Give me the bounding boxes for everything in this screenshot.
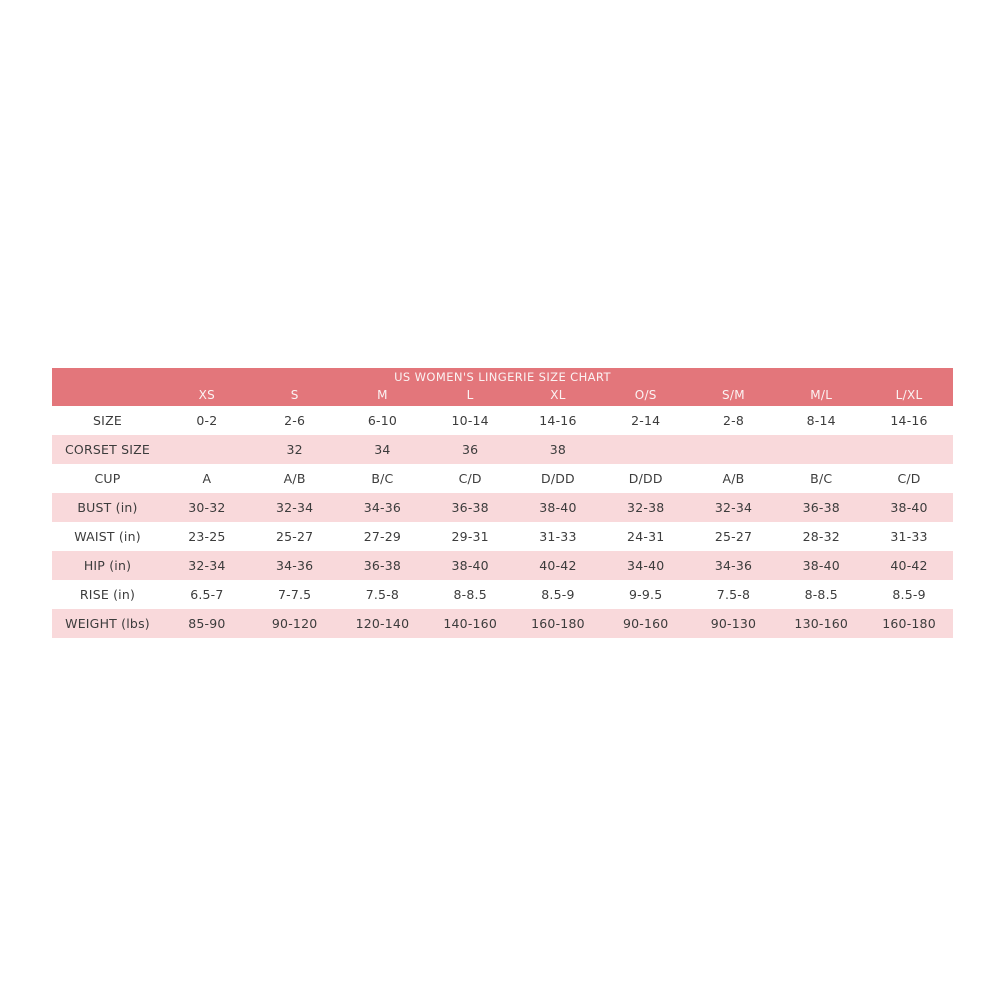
table-cell-rise-in-xl: 8.5-9 [541, 587, 575, 602]
table-cell-hip-in-xl: 40-42 [539, 558, 577, 573]
table-cell-bust-in-s: 32-34 [275, 500, 314, 515]
table-cell-bust-in-s-m: 32-34 [714, 500, 753, 515]
table-cell-waist-in-o-s: 24-31 [627, 529, 665, 544]
table-cell-bust-in-l-xl: 38-40 [890, 500, 928, 515]
table-cell-corset-size-xl: 38 [549, 442, 567, 457]
table-cell-cup-xl: D/DD [541, 471, 575, 486]
table-cell-waist-in-l-xl: 31-33 [890, 529, 928, 544]
table-cell-waist-in-m-l: 28-32 [802, 529, 840, 544]
table-cell-waist-in-s: 25-27 [275, 529, 314, 544]
table-cell-corset-size-m: 34 [374, 442, 391, 457]
column-header-s: S [251, 386, 339, 406]
row-label: SIZE [93, 413, 122, 428]
table-cell-cup-xs: A [202, 471, 212, 486]
table-cell-waist-in-xs: 23-25 [188, 529, 226, 544]
table-row-cup [52, 464, 953, 493]
table-cell-size-xl: 14-16 [539, 413, 577, 428]
row-label: BUST (in) [77, 500, 138, 515]
table-title-row [52, 368, 953, 386]
table-cell-cup-s: A/B [283, 471, 306, 486]
table-cell-hip-in-o-s: 34-40 [627, 558, 665, 573]
table-cell-rise-in-s-m: 7.5-8 [716, 587, 751, 602]
table-cell-hip-in-m-l: 38-40 [802, 558, 840, 573]
table-body [52, 406, 953, 638]
table-cell-bust-in-m-l: 36-38 [802, 500, 840, 515]
table-cell-weight-lbs-s: 90-120 [271, 616, 318, 631]
table-row-bust-in [52, 493, 953, 522]
row-label: CUP [94, 471, 121, 486]
table-cell-rise-in-s: 7-7.5 [277, 587, 312, 602]
table-row-waist-in [52, 522, 953, 551]
table-row-weight-lbs [52, 609, 953, 638]
table-cell-size-xs: 0-2 [196, 413, 218, 428]
column-header-m-l: M/L [777, 386, 865, 406]
table-cell-rise-in-l-xl: 8.5-9 [892, 587, 926, 602]
table-cell-corset-size-l: 36 [462, 442, 479, 457]
table-cell-corset-size-s-m [690, 435, 778, 464]
table-cell-waist-in-xl: 31-33 [539, 529, 577, 544]
table-title: US WOMEN'S LINGERIE SIZE CHART [52, 368, 953, 386]
table-cell-corset-size-o-s [602, 435, 690, 464]
table-cell-cup-l-xl: C/D [897, 471, 921, 486]
column-header-m: M [339, 386, 427, 406]
table-cell-corset-size-m-l [777, 435, 865, 464]
column-header-row [52, 386, 953, 406]
table-cell-rise-in-l: 8-8.5 [453, 587, 487, 602]
table-cell-bust-in-l: 36-38 [451, 500, 489, 515]
table-cell-weight-lbs-xl: 160-180 [531, 616, 585, 631]
table-cell-hip-in-s: 34-36 [275, 558, 314, 573]
table-cell-hip-in-l-xl: 40-42 [890, 558, 928, 573]
table-row-size [52, 406, 953, 435]
table-cell-weight-lbs-m: 120-140 [355, 616, 410, 631]
table-cell-bust-in-xl: 38-40 [539, 500, 577, 515]
table-cell-bust-in-m: 34-36 [363, 500, 402, 515]
column-header-xs: XS [163, 386, 251, 406]
table-cell-bust-in-o-s: 32-38 [627, 500, 665, 515]
table-cell-rise-in-xs: 6.5-7 [190, 587, 224, 602]
table-cell-size-s-m: 2-8 [722, 413, 744, 428]
table-row-hip-in [52, 551, 953, 580]
table-cell-size-l: 10-14 [451, 413, 489, 428]
table-row-rise-in [52, 580, 953, 609]
row-label-column-header [52, 386, 163, 406]
table-cell-weight-lbs-xs: 85-90 [188, 616, 226, 631]
table-cell-rise-in-m-l: 8-8.5 [804, 587, 838, 602]
row-label: CORSET SIZE [65, 442, 150, 457]
table-cell-cup-m: B/C [371, 471, 394, 486]
table-cell-weight-lbs-m-l: 130-160 [794, 616, 849, 631]
table-cell-size-o-s: 2-14 [631, 413, 661, 428]
table-cell-waist-in-m: 27-29 [363, 529, 402, 544]
column-header-s-m: S/M [690, 386, 778, 406]
table-cell-hip-in-s-m: 34-36 [714, 558, 753, 573]
table-cell-size-l-xl: 14-16 [890, 413, 928, 428]
row-label: RISE (in) [79, 587, 136, 602]
table-cell-hip-in-xs: 32-34 [188, 558, 226, 573]
table-cell-corset-size-l-xl [865, 435, 953, 464]
table-cell-cup-o-s: D/DD [628, 471, 663, 486]
table-cell-waist-in-s-m: 25-27 [714, 529, 753, 544]
table-cell-waist-in-l: 29-31 [451, 529, 489, 544]
table-cell-corset-size-s: 32 [286, 442, 303, 457]
table-cell-size-m: 6-10 [367, 413, 397, 428]
table-cell-cup-s-m: A/B [722, 471, 745, 486]
row-label: WAIST (in) [74, 529, 141, 544]
table-cell-cup-l: C/D [458, 471, 482, 486]
table-cell-bust-in-xs: 30-32 [188, 500, 226, 515]
table-cell-size-m-l: 8-14 [806, 413, 836, 428]
row-label: HIP (in) [83, 558, 132, 573]
column-header-l: L [426, 386, 514, 406]
column-header-l-xl: L/XL [865, 386, 953, 406]
table-cell-hip-in-m: 36-38 [363, 558, 402, 573]
table-cell-weight-lbs-l: 140-160 [443, 616, 497, 631]
table-cell-rise-in-m: 7.5-8 [365, 587, 400, 602]
column-header-xl: XL [514, 386, 602, 406]
table-cell-weight-lbs-l-xl: 160-180 [882, 616, 936, 631]
size-chart-table [52, 368, 953, 638]
table-cell-weight-lbs-s-m: 90-130 [710, 616, 757, 631]
table-cell-weight-lbs-o-s: 90-160 [622, 616, 669, 631]
table-row-corset-size [52, 435, 953, 464]
row-label: WEIGHT (lbs) [65, 616, 150, 631]
table-cell-size-s: 2-6 [284, 413, 306, 428]
table-cell-corset-size-xs [163, 435, 251, 464]
column-header-o-s: O/S [602, 386, 690, 406]
table-cell-rise-in-o-s: 9-9.5 [629, 587, 663, 602]
table-cell-cup-m-l: B/C [810, 471, 833, 486]
table-cell-hip-in-l: 38-40 [451, 558, 489, 573]
